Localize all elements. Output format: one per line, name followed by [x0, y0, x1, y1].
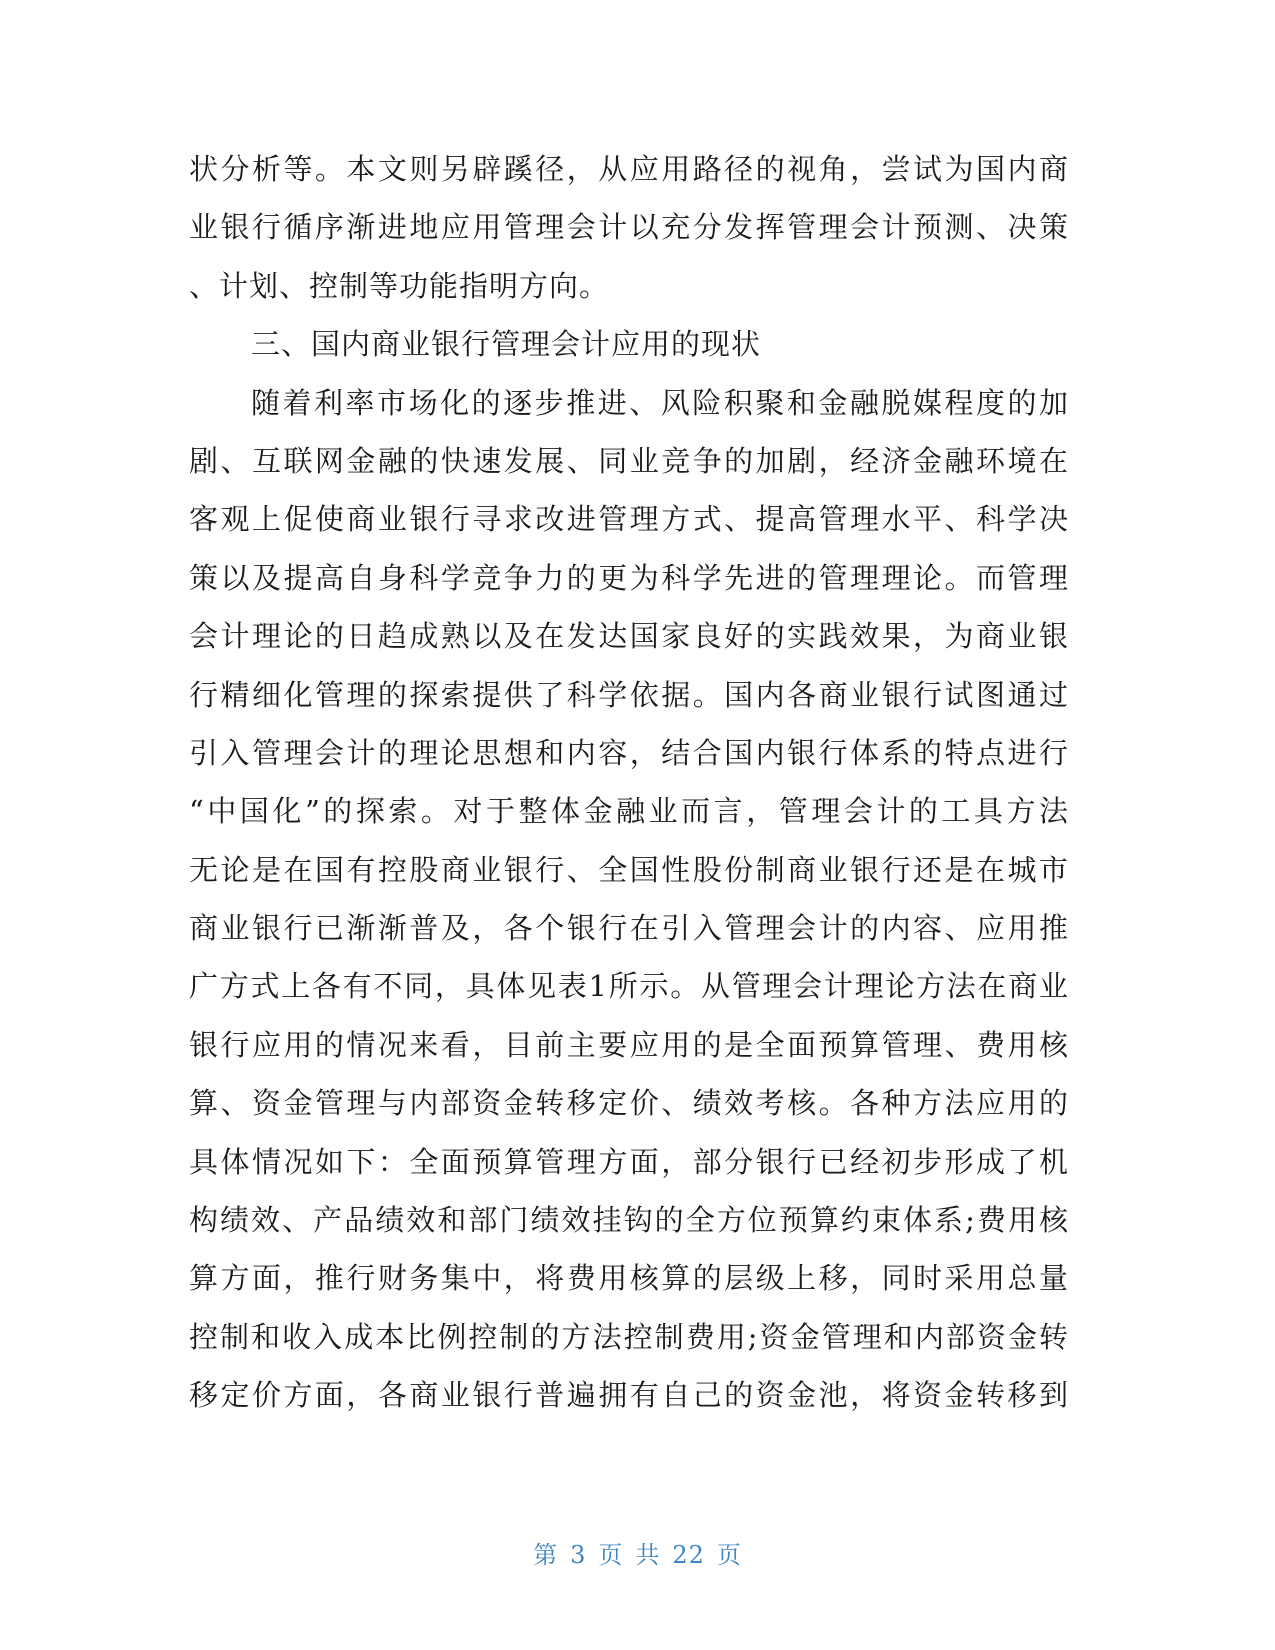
text-line: 广方式上各有不同，具体见表1所示。从管理会计理论方法在商业: [189, 969, 1069, 1004]
footer-page-word: 页: [598, 1541, 624, 1569]
total-pages-number: 22: [672, 1541, 705, 1569]
section-heading: 三、国内商业银行管理会计应用的现状: [251, 327, 762, 362]
text-line: 、计划、控制等功能指明方向。: [189, 268, 610, 303]
footer-suffix: 页: [716, 1541, 742, 1569]
footer-prefix: 第: [533, 1541, 559, 1569]
text-line: 银行应用的情况来看，目前主要应用的是全面预算管理、费用核: [189, 1027, 1069, 1062]
text-line: “中国化”的探索。对于整体金融业而言，管理会计的工具方法: [189, 794, 1069, 829]
text-line: 算方面，推行财务集中，将费用核算的层级上移，同时采用总量: [189, 1261, 1069, 1296]
text-line: 随着利率市场化的逐步推进、风险积聚和金融脱媒程度的加: [251, 385, 1069, 420]
text-line: 客观上促使商业银行寻求改进管理方式、提高管理水平、科学决: [189, 502, 1069, 537]
text-line: 商业银行已渐渐普及，各个银行在引入管理会计的内容、应用推: [189, 911, 1069, 946]
text-line: 剧、互联网金融的快速发展、同业竞争的加剧，经济金融环境在: [189, 443, 1069, 478]
text-line: 无论是在国有控股商业银行、全国性股份制商业银行还是在城市: [189, 852, 1069, 887]
text-line: 会计理论的日趋成熟以及在发达国家良好的实践效果，为商业银: [189, 619, 1069, 654]
text-line: 移定价方面，各商业银行普遍拥有自己的资金池，将资金转移到: [189, 1378, 1069, 1413]
text-line: 行精细化管理的探索提供了科学依据。国内各商业银行试图通过: [189, 677, 1069, 712]
text-line: 具体情况如下：全面预算管理方面，部分银行已经初步形成了机: [189, 1144, 1069, 1179]
document-body: [189, 140, 1069, 1425]
text-line: 控制和收入成本比例控制的方法控制费用;资金管理和内部资金转: [189, 1319, 1069, 1354]
text-line: 状分析等。本文则另辟蹊径，从应用路径的视角，尝试为国内商: [189, 152, 1069, 186]
text-line: 算、资金管理与内部资金转移定价、绩效考核。各种方法应用的: [189, 1086, 1069, 1121]
text-line: 业银行循序渐进地应用管理会计以充分发挥管理会计预测、决策: [189, 210, 1069, 245]
text-line: 引入管理会计的理论思想和内容，结合国内银行体系的特点进行: [189, 735, 1069, 770]
footer-total-word: 共: [635, 1541, 661, 1569]
text-line: 构绩效、产品绩效和部门绩效挂钩的全方位预算约束体系;费用核: [189, 1203, 1069, 1238]
page-footer: [0, 1535, 1275, 1570]
text-line: 策以及提高自身科学竞争力的更为科学先进的管理理论。而管理: [189, 560, 1069, 595]
current-page-number: 3: [570, 1541, 587, 1569]
